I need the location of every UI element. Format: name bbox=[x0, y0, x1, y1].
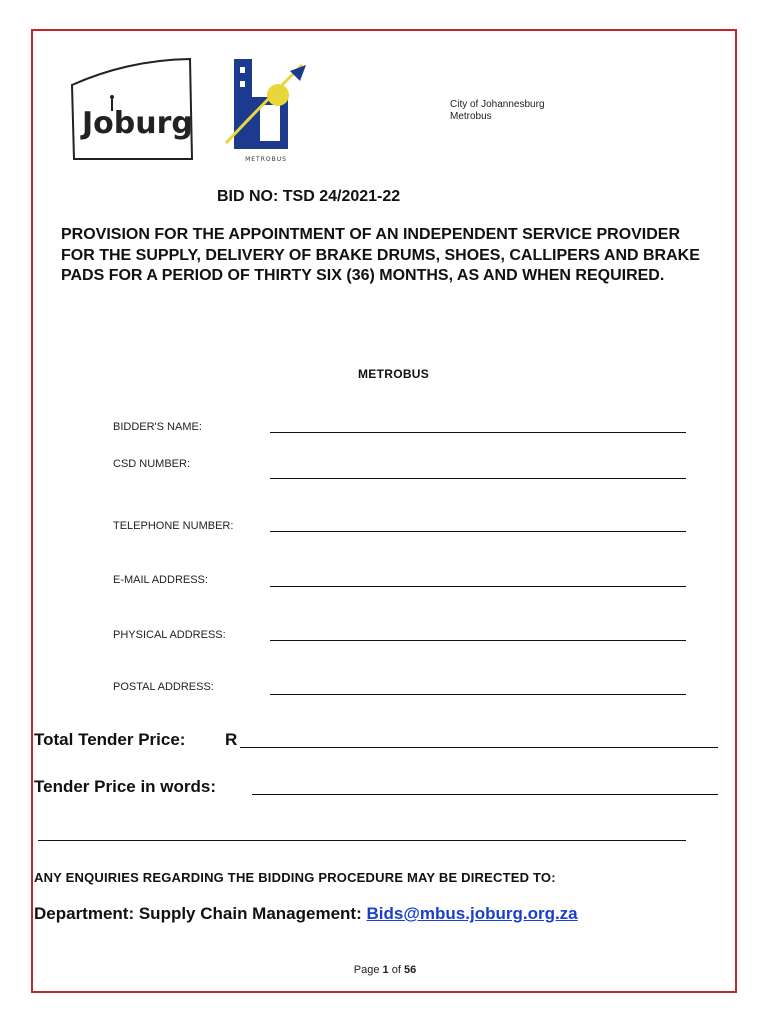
physical-address-label: PHYSICAL ADDRESS: bbox=[113, 629, 226, 641]
page-of: of bbox=[391, 964, 401, 976]
postal-address-label: POSTAL ADDRESS: bbox=[113, 681, 214, 693]
org-name: City of Johannesburg bbox=[450, 99, 545, 110]
org-division: Metrobus bbox=[450, 111, 492, 122]
department-label: Department: Supply Chain Management: bbox=[34, 904, 362, 923]
page-current: 1 bbox=[382, 964, 389, 976]
total-price-field[interactable] bbox=[240, 747, 718, 748]
contact-email-link[interactable]: Bids@mbus.joburg.org.za bbox=[366, 904, 578, 923]
email-label: E-MAIL ADDRESS: bbox=[113, 574, 208, 586]
document-title: PROVISION FOR THE APPOINTMENT OF AN INDEPENDENT SERVICE PROVIDER FOR THE SUPPLY, DELIVERY OF BRAKE DRUMS, SHOES, CALLIPERS AND BRAKE PADS FOR A PERIOD OF THIRTY SIX (36) MONTHS, AS AND WHEN REQUIRED. bbox=[61, 226, 700, 284]
telephone-label: TELEPHONE NUMBER: bbox=[113, 520, 234, 532]
price-in-words-field[interactable] bbox=[252, 794, 718, 795]
email-field[interactable] bbox=[270, 586, 686, 587]
total-price-label: Total Tender Price: bbox=[34, 730, 186, 749]
telephone-field[interactable] bbox=[270, 531, 686, 532]
page-total: 56 bbox=[403, 964, 417, 976]
metrobus-logo bbox=[220, 57, 312, 165]
department-heading: METROBUS bbox=[358, 367, 430, 381]
price-in-words-field-continued[interactable] bbox=[38, 840, 686, 841]
physical-address-field[interactable] bbox=[270, 640, 686, 641]
csd-number-field[interactable] bbox=[270, 478, 686, 479]
price-in-words-label: Tender Price in words: bbox=[34, 777, 217, 796]
bid-number: BID NO: TSD 24/2021-22 bbox=[217, 188, 401, 205]
page-border bbox=[31, 29, 737, 993]
joburg-logo-text: Joburg bbox=[82, 106, 193, 141]
org-address bbox=[450, 99, 545, 123]
csd-number-label: CSD NUMBER: bbox=[113, 458, 191, 470]
enquiries-heading: ANY ENQUIRIES REGARDING THE BIDDING PROCEDURE MAY BE DIRECTED TO: bbox=[34, 870, 556, 885]
department-line bbox=[34, 904, 578, 924]
currency-symbol: R bbox=[225, 730, 238, 749]
joburg-logo bbox=[68, 55, 196, 163]
page-prefix: Page bbox=[353, 964, 380, 976]
bidder-name-field[interactable] bbox=[270, 432, 686, 433]
page-number bbox=[0, 964, 770, 976]
postal-address-field[interactable] bbox=[270, 694, 686, 695]
bidder-name-label: BIDDER'S NAME: bbox=[113, 421, 202, 433]
metrobus-logo-text: METROBUS bbox=[245, 156, 287, 163]
